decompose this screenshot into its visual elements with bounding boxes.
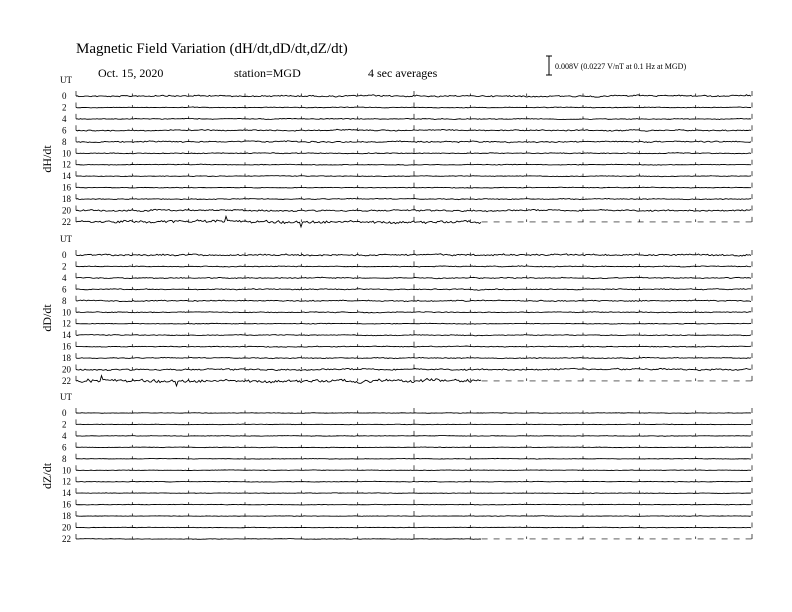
trace-line: [76, 516, 751, 517]
row-hour-label: 12: [62, 318, 71, 329]
trace-row: [62, 365, 752, 375]
trace-row: [62, 250, 752, 260]
row-hour-label: 12: [62, 159, 71, 170]
trace-row: [62, 284, 752, 294]
row-hour-label: 10: [62, 148, 71, 159]
trace-line: [76, 209, 751, 211]
panel-ylabel: dD/dt: [40, 304, 54, 332]
trace-line: [76, 129, 751, 131]
row-hour-label: 20: [62, 205, 71, 216]
ut-label: UT: [60, 75, 72, 85]
row-hour-label: 8: [62, 295, 67, 306]
trace-row: [62, 296, 752, 306]
trace-row: [62, 342, 752, 352]
row-hour-label: 0: [62, 91, 67, 101]
trace-row: [62, 125, 752, 135]
row-hour-label: 4: [62, 430, 67, 441]
trace-line: [76, 198, 751, 199]
panel-ylabel: dZ/dt: [40, 462, 54, 489]
ut-label: UT: [60, 234, 72, 244]
date-label: Oct. 15, 2020: [98, 66, 164, 80]
trace-row: [62, 500, 752, 510]
row-hour-label: 2: [62, 419, 67, 430]
trace-line: [76, 277, 751, 279]
trace-line: [76, 413, 751, 414]
row-hour-label: 2: [62, 102, 67, 113]
trace-line: [76, 164, 751, 165]
row-hour-label: 2: [62, 261, 67, 272]
row-hour-label: 6: [62, 284, 67, 295]
trace-row: [62, 137, 752, 147]
trace-line: [76, 539, 481, 540]
trace-row: [62, 376, 752, 386]
station-label: station=MGD: [234, 66, 301, 80]
trace-row: [62, 273, 752, 283]
trace-line: [76, 153, 751, 154]
trace-row: [62, 511, 752, 521]
trace-line: [76, 107, 751, 108]
chart-header: [76, 41, 686, 80]
trace-row: [62, 419, 752, 429]
trace-line: [76, 141, 751, 143]
row-hour-label: 8: [62, 453, 67, 464]
trace-row: [62, 194, 752, 204]
row-hour-label: 6: [62, 125, 67, 136]
trace-row: [62, 431, 752, 441]
trace-line: [76, 447, 751, 448]
trace-row: [62, 488, 752, 498]
row-hour-label: 4: [62, 113, 67, 124]
row-hour-label: 18: [62, 194, 71, 205]
trace-line: [76, 323, 751, 324]
trace-row: [62, 408, 752, 418]
trace-line: [76, 493, 751, 494]
panel-dZ-dt: [40, 392, 752, 544]
trace-line: [76, 424, 751, 425]
row-hour-label: 14: [62, 330, 71, 341]
trace-line: [76, 300, 751, 302]
row-hour-label: 20: [62, 364, 71, 375]
trace-line: [76, 458, 751, 459]
row-hour-label: 16: [62, 341, 71, 352]
row-hour-label: 18: [62, 511, 71, 522]
row-hour-label: 14: [62, 171, 71, 182]
trace-line: [76, 176, 751, 177]
trace-row: [62, 477, 752, 487]
trace-line: [76, 187, 751, 188]
trace-row: [62, 454, 752, 464]
chart-title: Magnetic Field Variation (dH/dt,dD/dt,dZ/dt): [76, 41, 348, 57]
trace-row: [62, 307, 752, 317]
trace-line: [76, 470, 751, 471]
trace-row: [62, 114, 752, 124]
trace-line: [76, 254, 751, 256]
averaging-label: 4 sec averages: [368, 66, 438, 80]
trace-row: [62, 183, 752, 193]
trace-row: [62, 353, 752, 363]
trace-row: [62, 319, 752, 329]
trace-row: [62, 206, 752, 216]
trace-line: [76, 436, 751, 437]
ut-label: UT: [60, 392, 72, 402]
row-hour-label: 0: [62, 250, 67, 260]
trace-row: [62, 160, 752, 170]
row-hour-label: 10: [62, 307, 71, 318]
trace-line: [76, 312, 751, 313]
chart-panels: [40, 75, 752, 544]
row-hour-label: 22: [62, 216, 71, 227]
panel-dD-dt: [40, 234, 752, 386]
trace-line: [76, 95, 751, 97]
trace-line: [76, 376, 481, 386]
row-hour-label: 12: [62, 476, 71, 487]
panel-dH-dt: [40, 75, 752, 227]
scale-label: 0.008V (0.0227 V/nT at 0.1 Hz at MGD): [555, 62, 687, 71]
trace-row: [62, 148, 752, 158]
trace-line: [76, 504, 751, 505]
trace-row: [62, 465, 752, 475]
trace-line: [76, 368, 751, 371]
trace-row: [62, 171, 752, 181]
row-hour-label: 20: [62, 522, 71, 533]
trace-row: [62, 442, 752, 452]
panel-ylabel: dH/dt: [40, 145, 54, 173]
trace-row: [62, 523, 752, 533]
trace-row: [62, 534, 752, 544]
trace-row: [62, 102, 752, 112]
row-hour-label: 6: [62, 442, 67, 453]
row-hour-label: 0: [62, 408, 67, 418]
trace-line: [76, 216, 481, 227]
row-hour-label: 4: [62, 272, 67, 283]
trace-line: [76, 118, 751, 119]
row-hour-label: 16: [62, 499, 71, 510]
row-hour-label: 16: [62, 182, 71, 193]
row-hour-label: 22: [62, 375, 71, 386]
trace-line: [76, 289, 751, 291]
trace-line: [76, 527, 751, 528]
trace-line: [76, 481, 751, 482]
trace-line: [76, 266, 751, 267]
row-hour-label: 8: [62, 136, 67, 147]
row-hour-label: 14: [62, 488, 71, 499]
trace-row: [62, 261, 752, 271]
trace-line: [76, 346, 751, 347]
row-hour-label: 10: [62, 465, 71, 476]
trace-row: [62, 216, 752, 227]
trace-line: [76, 357, 751, 358]
trace-line: [76, 335, 751, 336]
row-hour-label: 18: [62, 353, 71, 364]
trace-row: [62, 330, 752, 340]
row-hour-label: 22: [62, 533, 71, 544]
trace-row: [62, 91, 752, 101]
